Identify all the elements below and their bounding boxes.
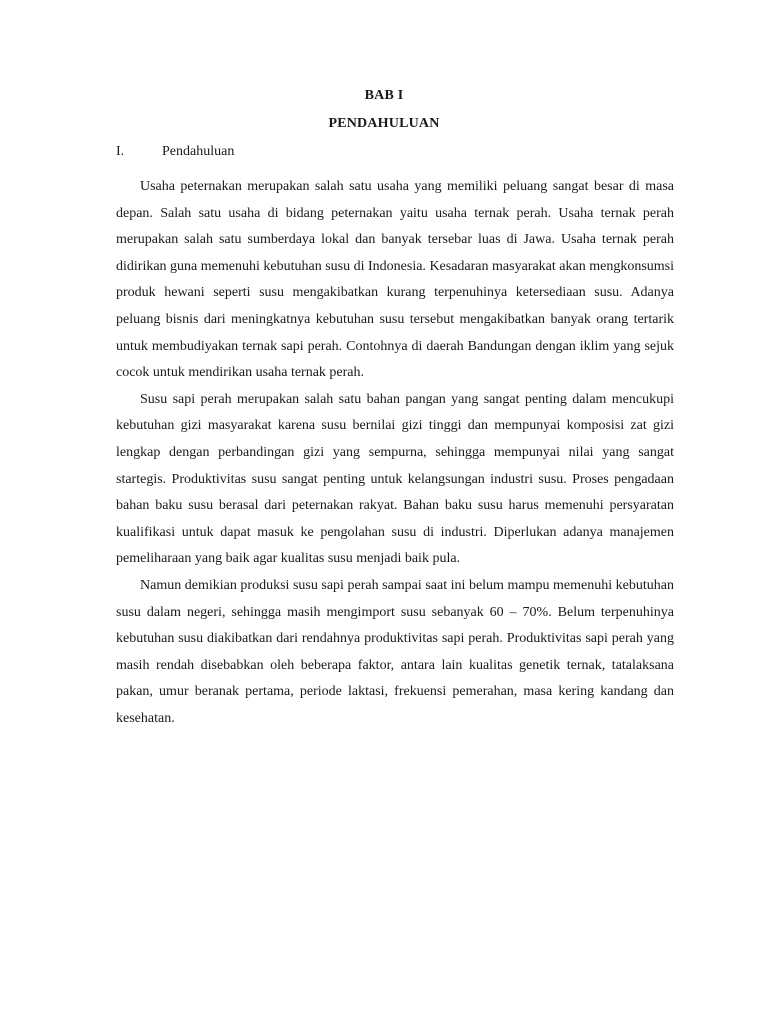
- chapter-title: PENDAHULUAN: [328, 116, 440, 131]
- paragraph-1: Usaha peternakan merupakan salah satu usaha yang memiliki peluang sangat besar di masa depan. Salah satu usaha di bidang peternakan yaitu usaha ternak perah. Usaha ternak perah merupakan salah satu sumberdaya lokal dan banyak tersebar luas di Jawa. Usaha ternak perah didirikan guna memenuhi kebutuhan susu di Indonesia. Kesadaran masyarakat akan mengkonsumsi produk hewani seperti susu mengakibatkan kurang terpenuhinya ketersediaan susu. Adanya peluang bisnis dari meningkatnya kebutuhan susu tersebut mengakibatkan banyak orang tertarik untuk membudiyakan ternak sapi perah. Contohnya di daerah Bandungan dengan iklim yang sejuk cocok untuk mendirikan usaha ternak perah.: [116, 179, 674, 381]
- paragraph-2: Susu sapi perah merupakan salah satu bahan pangan yang sangat penting dalam mencukupi kebutuhan gizi masyarakat karena susu bernilai gizi tinggi dan mempunyai komposisi zat gizi lengkap dengan perbandingan gizi yang sempurna, sehingga mempunyai nilai yang sangat startegis. Produktivitas susu sangat penting untuk kelangsungan industri susu. Proses pengadaan bahan baku susu berasal dari peternakan rakyat. Bahan baku susu harus memenuhi persyaratan kualifikasi untuk dapat masuk ke pengolahan susu di industri. Diperlukan adanya manajemen pemeliharaan yang baik agar kualitas susu menjadi baik pula.: [116, 391, 674, 567]
- body-text: [116, 174, 674, 732]
- section-heading: [116, 144, 516, 160]
- paragraph-3: Namun demikian produksi susu sapi perah sampai saat ini belum mampu memenuhi kebutuhan susu dalam negeri, sehingga masih mengimport susu sebanyak 60 – 70%. Belum terpenuhinya kebutuhan susu diakibatkan dari rendahnya produktivitas sapi perah. Produktivitas sapi perah yang masih rendah disebabkan oleh beberapa faktor, antara lain kualitas genetik ternak, tatalaksana pakan, umur beranak pertama, periode laktasi, frekuensi pemerahan, masa kering kandang dan kesehatan.: [116, 577, 674, 726]
- chapter-number: BAB I: [364, 88, 404, 103]
- section-title: Pendahuluan: [162, 144, 235, 159]
- section-number: I.: [116, 144, 125, 159]
